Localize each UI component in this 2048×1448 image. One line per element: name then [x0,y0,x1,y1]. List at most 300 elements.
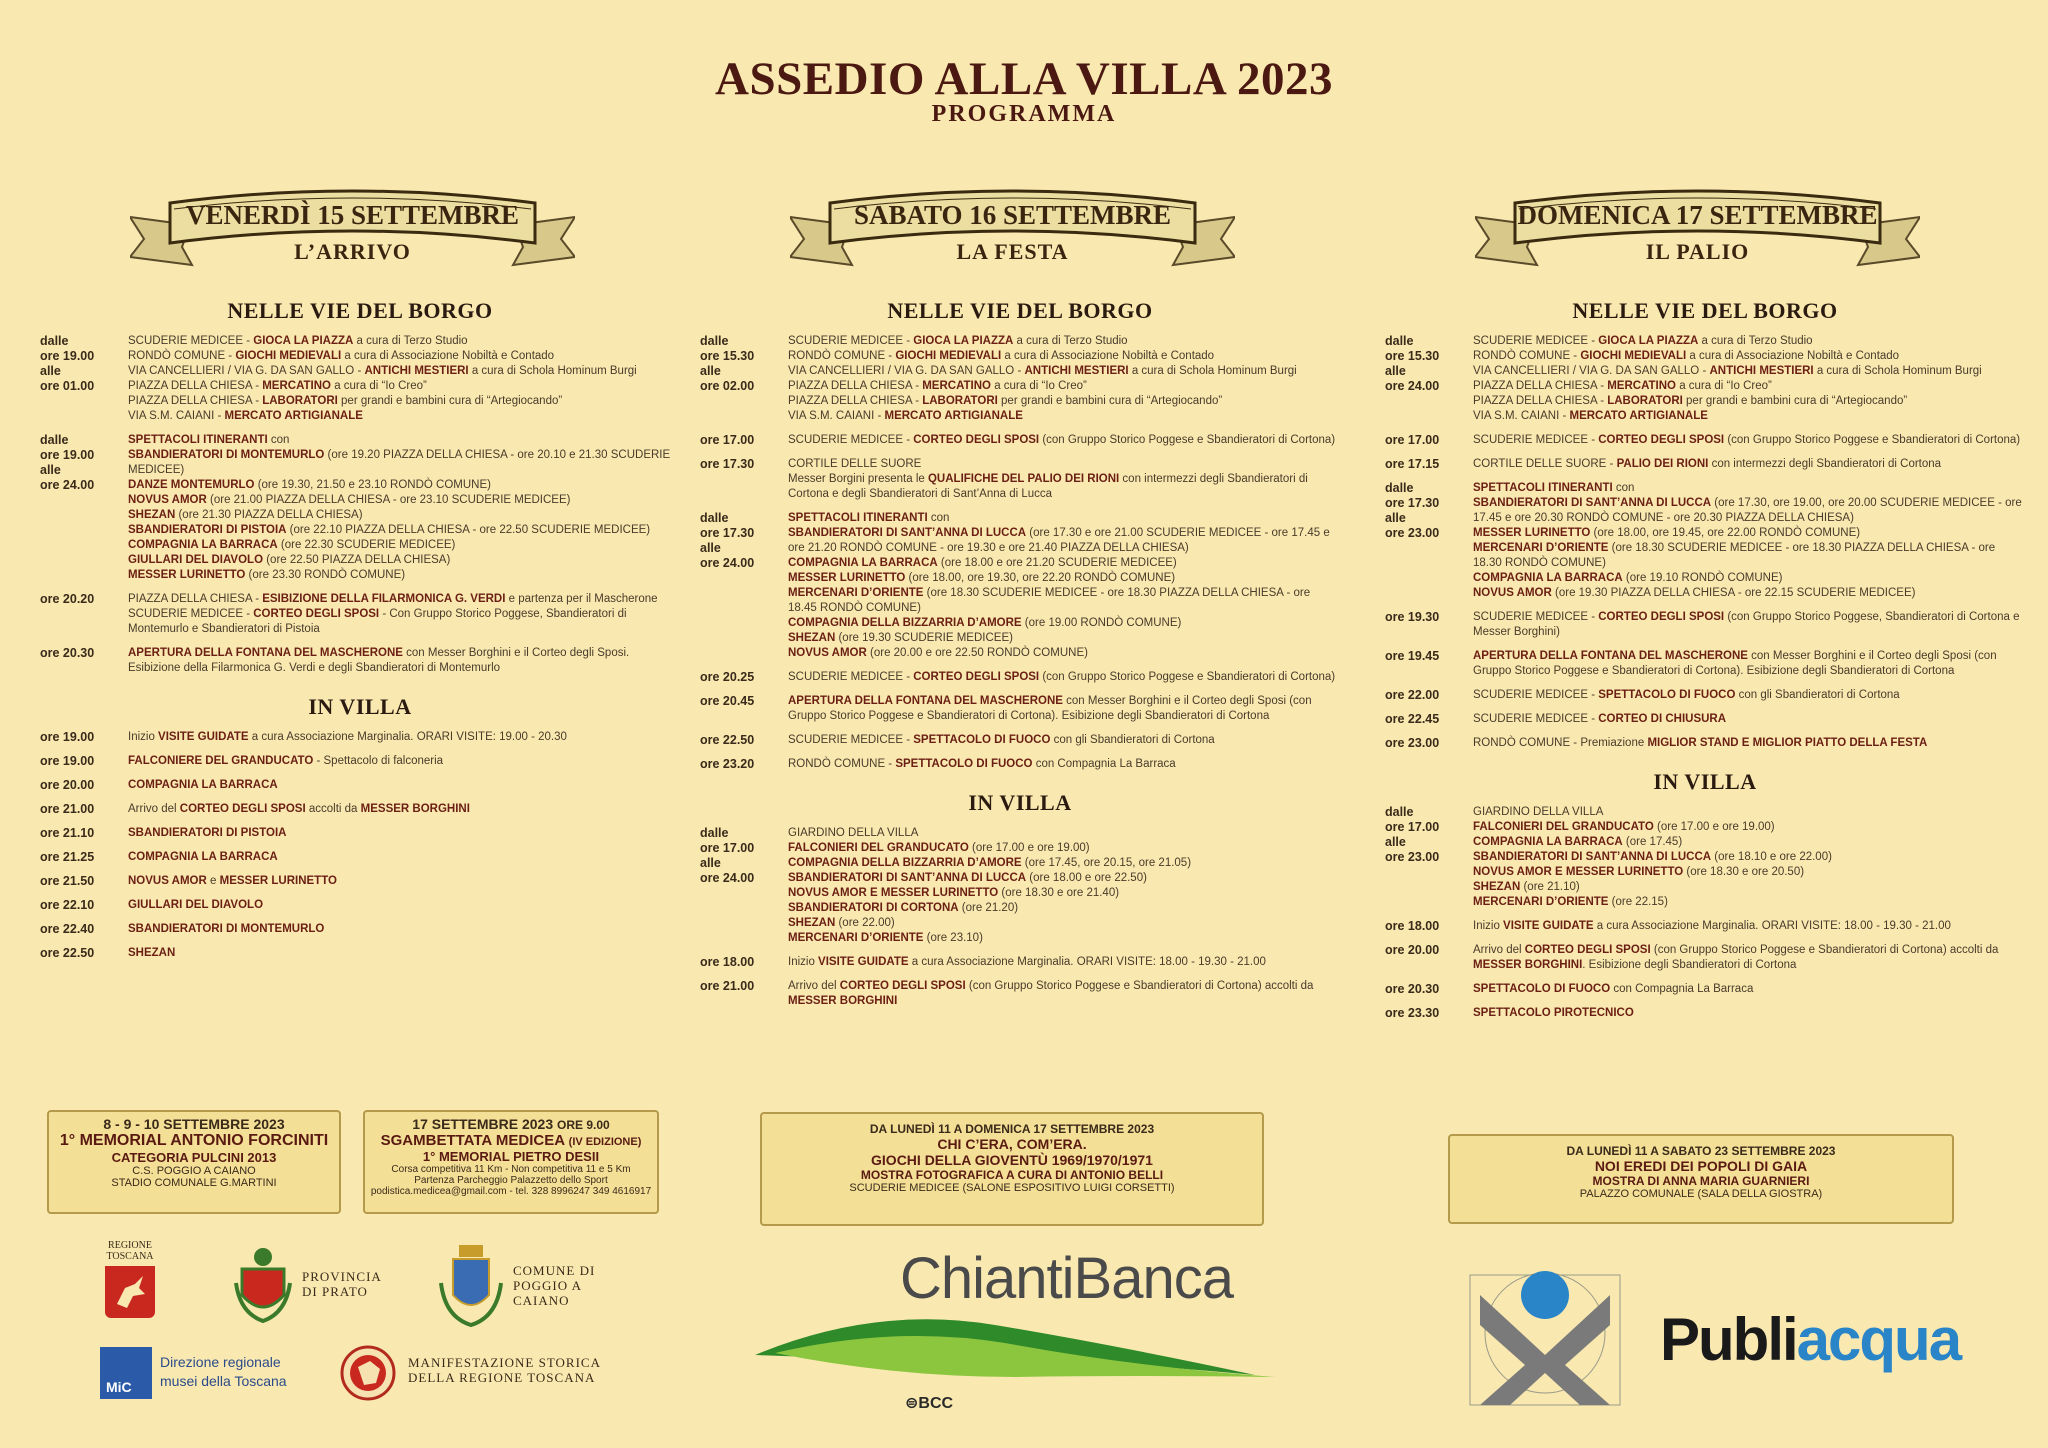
entry-line [128,568,680,583]
entry-line [128,826,680,841]
highlight-text: VISITE GUIDATE [158,731,249,743]
entry-text: e partenza per il Mascherone [505,593,658,605]
entry-time: ore 22.45 [1385,712,1440,726]
sgambettata-start: Partenza Parcheggio Palazzetto dello Sport [414,1175,608,1186]
entry-line [788,841,1340,856]
entry-line [1473,610,2025,640]
schedule-entry [40,592,680,637]
highlight-text: FALCONIERI DEL GRANDUCATO [788,842,969,854]
entry-text: a cura Associazione Marginalia. ORARI VISITE: 18.00 - 19.30 - 21.00 [908,956,1266,968]
highlight-text: ESIBIZIONE DELLA FILARMONICA G. VERDI [262,593,506,605]
mostra-chi-cera-box [760,1112,1264,1226]
entry-line [128,409,680,424]
highlight-text: MERCATO ARTIGIANALE [884,410,1023,422]
highlight-text: NOVUS AMOR [788,647,867,659]
entry-text: (ore 21.10) [1520,881,1580,893]
sgambettata-time: ORE 9.00 [557,1118,610,1132]
schedule-entry [40,433,680,583]
entry-line [788,886,1340,901]
entry-text: Arrivo del [788,980,840,992]
highlight-text: COMPAGNIA DELLA BIZZARRIA D’AMORE [788,857,1022,869]
sgambettata-date-line [365,1116,657,1132]
highlight-text: GIOCA LA PIAZZA [253,335,354,347]
entry-line [788,433,1340,448]
green-swoosh-icon [755,1305,1275,1405]
entry-line [788,871,1340,886]
entry-body [128,850,680,865]
entry-text: (con Gruppo Storico Poggese e Sbandieratori di Cortona) accolti da [1650,944,1999,956]
highlight-text: SBANDIERATORI DI MONTEMURLO [128,923,325,935]
entry-line [788,379,1340,394]
mostra1-place: SCUDERIE MEDICEE (SALONE ESPOSITIVO LUIGI CORSETTI) [849,1182,1175,1194]
entry-time: ore 22.50 [40,946,95,960]
highlight-text: SBANDIERATORI DI PISTOIA [128,524,287,536]
day-label: VENERDÌ 15 SETTEMBRE [185,200,520,230]
entry-line [128,922,680,937]
highlight-text: SHEZAN [788,917,836,929]
entry-time: ore 17.30 [700,457,755,471]
entry-line [788,733,1340,748]
entry-body [788,826,1340,946]
entry-line [128,349,680,364]
entry-text: (ore 21.30 PIAZZA DELLA CHIESA) [175,509,363,521]
entry-text: PIAZZA DELLA CHIESA - [128,395,263,407]
entry-body [128,646,680,676]
schedule-entry [1385,457,2025,472]
highlight-text: NOVUS AMOR E MESSER LURINETTO [788,887,999,899]
schedule-entry [40,778,680,793]
entry-time: ore 18.00 [700,955,755,969]
entry-text: con Compagnia La Barraca [1610,983,1754,995]
entry-line [1473,334,2025,349]
entry-time: ore 19.45 [1385,649,1440,663]
page-title: ASSEDIO ALLA VILLA 2023 [715,53,1333,105]
publiacqua-part2: acqua [1796,1306,1961,1373]
entry-body [788,979,1340,1009]
direzione-musei-text: Direzione regionale musei della Toscana [160,1354,287,1389]
entry-time: ore 17.00 [1385,433,1440,447]
entry-body [1473,334,2025,424]
entry-text: Arrivo del [1473,944,1525,956]
entry-text: GIARDINO DELLA VILLA [788,827,919,839]
highlight-text: COMPAGNIA LA BARRACA [1473,572,1623,584]
page-subtitle: PROGRAMMA [931,101,1117,127]
entry-time: ore 20.25 [700,670,755,684]
entry-body [128,778,680,793]
entry-line [128,778,680,793]
entry-time: ore 20.45 [700,694,755,708]
highlight-text: GIULLARI DEL DIAVOLO [128,899,264,911]
entry-text: a cura Associazione Marginalia. ORARI VISITE: 18.00 - 19.30 - 21.00 [1593,920,1951,932]
entry-time: dalle ore 17.30 alle ore 23.00 [1385,481,1440,540]
highlight-text: LABORATORI [1607,395,1683,407]
entry-time: ore 17.15 [1385,457,1440,471]
entry-line [128,946,680,961]
schedule-entry [700,457,1340,502]
entry-line [1473,712,2025,727]
entry-line [788,826,1340,841]
entry-time: ore 19.00 [40,754,95,768]
highlight-text: SPETTACOLI ITINERANTI [1473,482,1613,494]
section-title: IN VILLA [308,694,412,719]
schedule-entry [40,898,680,913]
entry-time: ore 22.50 [700,733,755,747]
entry-body [788,670,1340,685]
schedule-entry [40,802,680,817]
entry-text: SCUDERIE MEDICEE - [788,734,914,746]
memorial-category: CATEGORIA PULCINI 2013 [111,1150,277,1165]
memorial-box [47,1110,341,1214]
entry-text: (ore 18.00, ore 19.30, ore 22.20 RONDÒ COMUNE) [905,572,1176,584]
highlight-text: SBANDIERATORI DI SANT’ANNA DI LUCCA [788,872,1027,884]
entry-text: (ore 17.00 e ore 19.00) [968,842,1090,854]
highlight-text: FALCONIERE DEL GRANDUCATO [128,755,314,767]
entry-body [788,694,1340,724]
entry-body [128,874,680,889]
publiacqua-part1: Publi [1660,1306,1797,1373]
highlight-text: SPETTACOLI ITINERANTI [128,434,268,446]
highlight-text: CORTEO DEGLI SPOSI [179,803,306,815]
entry-line [128,493,680,508]
entry-body [1473,805,2025,910]
entry-line [1473,835,2025,850]
schedule-entry [40,754,680,769]
highlight-text: SBANDIERATORI DI MONTEMURLO [128,449,325,461]
entry-text: (ore 22.30 SCUDERIE MEDICEE) [277,539,456,551]
schedule-entry [40,922,680,937]
entry-body [788,457,1340,502]
mostra2-line2: MOSTRA DI ANNA MARIA GUARNIERI [1592,1174,1810,1188]
highlight-text: ANTICHI MESTIERI [1709,365,1814,377]
entry-body [1473,481,2025,601]
entry-text: a cura di Associazione Nobiltà e Contado [1686,350,1900,362]
entry-text: (con Gruppo Storico Poggese, Sbandieratori di Cortona e Messer Borghini) [1473,611,2020,638]
entry-line [128,874,680,889]
schedule-entry [700,694,1340,724]
entry-time: dalle ore 19.00 alle ore 01.00 [40,334,95,393]
schedule-entry [1385,919,2025,934]
entry-line [788,616,1340,631]
bcc-logo: ⊜BCC [905,1395,954,1412]
entry-line [788,394,1340,409]
entry-text: PIAZZA DELLA CHIESA - [128,380,263,392]
entry-line [1473,526,2025,541]
section-title: IN VILLA [968,790,1072,815]
entry-text: a cura di Terzo Studio [1013,335,1128,347]
highlight-text: SPETTACOLO DI FUOCO [1598,689,1736,701]
schedule-entry [1385,736,2025,751]
highlight-text: COMPAGNIA LA BARRACA [128,779,278,791]
highlight-text: SHEZAN [788,632,836,644]
highlight-text: NOVUS AMOR [128,494,207,506]
entry-line [128,553,680,568]
highlight-text: CORTEO DI CHIUSURA [1598,713,1727,725]
entry-line [128,850,680,865]
highlight-text: LABORATORI [262,395,338,407]
entry-line [1473,586,2025,601]
highlight-text: APERTURA DELLA FONTANA DEL MASCHERONE [788,695,1063,707]
entry-body [1473,736,2025,751]
entry-text: (ore 17.00 e ore 19.00) [1653,821,1775,833]
sgambettata-contact: podistica.medicea@gmail.com - tel. 328 8996247 349 4616917 [370,1186,652,1197]
entry-line [788,334,1340,349]
entry-text: con intermezzi degli Sbandieratori di Cortona e degli Sbandieratori di Sant’Anna di Lucca [788,473,1308,500]
entry-text: (con Gruppo Storico Poggese e Sbandieratori di Cortona) [1724,434,2021,446]
highlight-text: MESSER BORGHINI [360,803,470,815]
entry-text: (ore 22.50 PIAZZA DELLA CHIESA) [263,554,451,566]
entry-text: RONDÒ COMUNE - Premiazione [1473,737,1648,749]
schedule-entry [700,826,1340,946]
entry-line [788,646,1340,661]
highlight-text: COMPAGNIA LA BARRACA [128,539,278,551]
entry-text: a cura di Terzo Studio [1698,335,1813,347]
entry-text: Messer Borgini presenta le [788,473,928,485]
entry-text: VIA S.M. CAIANI - [788,410,885,422]
entry-text: (ore 17.30 e ore 21.00 SCUDERIE MEDICEE - ore 17.45 e ore 21.20 RONDÒ COMUNE - ore 19.30 e ore 21.40 PIAZZA DELLA CHIESA) [788,527,1330,554]
entry-text: (ore 18.10 e ore 22.00) [1711,851,1832,863]
entry-line [1473,496,2025,526]
entry-body [128,730,680,745]
mostra1-line1: CHI C’ERA, COM’ERA. [937,1136,1087,1152]
entry-text: con [927,512,950,524]
highlight-text: QUALIFICHE DEL PALIO DEI RIONI [927,473,1120,485]
entry-text: SCUDERIE MEDICEE - [788,434,914,446]
entry-line [788,670,1340,685]
mostra1-line2: GIOCHI DELLA GIOVENTÙ 1969/1970/1971 [871,1152,1153,1168]
entry-text: SCUDERIE MEDICEE - [128,335,254,347]
entry-text: (ore 21.00 PIAZZA DELLA CHIESA - ore 23.10 SCUDERIE MEDICEE) [206,494,571,506]
entry-line [1473,982,2025,997]
entry-line [1473,394,2025,409]
day-banner [130,185,575,280]
entry-time: ore 22.40 [40,922,95,936]
entry-text: PIAZZA DELLA CHIESA - [128,593,263,605]
entry-line [788,571,1340,586]
entry-line [128,394,680,409]
entry-line [128,754,680,769]
publiacqua-emblem [1460,1255,1630,1420]
entry-time: ore 21.10 [40,826,95,840]
highlight-text: LABORATORI [922,395,998,407]
highlight-text: MERCENARI D’ORIENTE [1473,542,1609,554]
highlight-text: MERCENARI D’ORIENTE [1473,896,1609,908]
direzione-musei-logo [100,1347,310,1399]
entry-line [788,856,1340,871]
entry-text: (ore 18.30 e ore 20.50) [1683,866,1805,878]
entry-line [1473,481,2025,496]
schedule-entry [40,646,680,676]
schedule-entry [40,730,680,745]
highlight-text: SBANDIERATORI DI SANT’ANNA DI LUCCA [1473,497,1712,509]
mostra2-dates: DA LUNEDÌ 11 A SABATO 23 SETTEMBRE 2023 [1566,1144,1836,1158]
entry-text: per grandi e bambini cura di “Artegiocando” [337,395,563,407]
schedule-entry [700,670,1340,685]
entry-text: a cura di Terzo Studio [353,335,468,347]
entry-line [1473,1006,2025,1021]
highlight-text: GIOCHI MEDIEVALI [895,350,1002,362]
entry-body [1473,688,2025,703]
section-title: NELLE VIE DEL BORGO [227,298,493,323]
manifestazione-storica-text: MANIFESTAZIONE STORICA DELLA REGIONE TOSCANA [408,1355,601,1385]
entry-time: ore 18.00 [1385,919,1440,933]
entry-line [128,592,680,607]
mostra2-place: PALAZZO COMUNALE (SALA DELLA GIOSTRA) [1579,1188,1823,1200]
entry-text: (ore 18.30 SCUDERIE MEDICEE - ore 18.30 PIAZZA DELLA CHIESA - ore 18.45 RONDÒ COMUNE) [788,587,1311,614]
entry-time: dalle ore 15.30 alle ore 24.00 [1385,334,1440,393]
entry-line [1473,571,2025,586]
entry-time: ore 22.10 [40,898,95,912]
entry-time: ore 21.00 [700,979,755,993]
sgambettata-memorial: 1° MEMORIAL PIETRO DESII [422,1149,600,1164]
highlight-text: SPETTACOLO DI FUOCO [913,734,1051,746]
entry-body [788,733,1340,748]
entry-line [1473,805,2025,820]
entry-text: (ore 18.00, ore 19.45, ore 22.00 RONDÒ COMUNE) [1590,527,1861,539]
entry-text: a cura di Schola Hominum Burgi [1128,365,1297,377]
entry-text: (ore 17.45) [1622,836,1683,848]
entry-text: GIARDINO DELLA VILLA [1473,806,1604,818]
entry-text: a cura di Schola Hominum Burgi [1813,365,1982,377]
entry-text: (ore 18.30 e ore 21.40) [998,887,1120,899]
day-column-saturday [700,185,1340,1018]
entry-text: con Compagnia La Barraca [1032,758,1176,770]
entry-time: ore 20.30 [1385,982,1440,996]
schedule-entry [1385,1006,2025,1021]
highlight-text: MERCATO ARTIGIANALE [224,410,363,422]
entry-line [1473,379,2025,394]
entry-time: ore 23.00 [1385,736,1440,750]
entry-time: ore 22.00 [1385,688,1440,702]
highlight-text: MERCATINO [262,380,331,392]
entry-line [128,508,680,523]
entry-text: (ore 19.30 SCUDERIE MEDICEE) [835,632,1013,644]
entry-line [128,730,680,745]
entry-line [128,433,680,448]
entry-line [788,916,1340,931]
entry-body [1473,712,2025,727]
chiantibanca-logo [755,1245,1275,1420]
mostra2-line1: NOI EREDI DEI POPOLI DI GAIA [1594,1158,1808,1174]
highlight-text: VISITE GUIDATE [1503,920,1594,932]
highlight-text: ANTICHI MESTIERI [1024,365,1129,377]
entry-time: ore 20.30 [40,646,95,660]
entry-text: con Messer Borghini e il Corteo degli Sposi. Esibizione della Filarmonica G. Verdi e degli Sbandieratori di Montemurlo [128,647,630,674]
entry-text: (ore 19.00 RONDÒ COMUNE) [1021,617,1182,629]
entry-body [788,757,1340,772]
entry-line [128,364,680,379]
highlight-text: MESSER LURINETTO [1473,527,1591,539]
day-column-friday [40,185,680,970]
entry-body [1473,919,2025,934]
day-label: SABATO 16 SETTEMBRE [853,200,1172,230]
entry-line [128,607,680,637]
highlight-text: MERCATINO [922,380,991,392]
entry-text: (ore 19.10 RONDÒ COMUNE) [1622,572,1783,584]
day-banner [1475,185,1920,280]
mic-icon: MiC [100,1347,152,1399]
section-title: NELLE VIE DEL BORGO [887,298,1153,323]
publiacqua-figure-icon [1460,1255,1630,1420]
tuscany-seal-icon [340,1345,396,1401]
entry-line [788,979,1340,1009]
highlight-text: GIOCA LA PIAZZA [1598,335,1699,347]
entry-line [128,802,680,817]
entry-line [1473,919,2025,934]
entry-text: RONDÒ COMUNE - [788,350,896,362]
entry-line [788,955,1340,970]
entry-text: SCUDERIE MEDICEE - [128,608,254,620]
entry-line [1473,541,2025,571]
entry-line [1473,349,2025,364]
schedule-entry [700,955,1340,970]
entry-text: con intermezzi degli Sbandieratori di Cortona [1708,458,1942,470]
memorial-club: C.S. POGGIO A CAIANO [132,1165,256,1177]
entry-text: per grandi e bambini cura di “Artegiocando” [1682,395,1908,407]
highlight-text: APERTURA DELLA FONTANA DEL MASCHERONE [128,647,403,659]
entry-text: (ore 17.45, ore 20.15, ore 21.05) [1021,857,1192,869]
entry-text: con Messer Borghini e il Corteo degli Sposi (con Gruppo Storico Poggese e Sbandieratori di Cortona). Esibizione degli Sbandieratori di Cortona [788,695,1312,722]
day-theme: IL PALIO [1645,239,1750,264]
highlight-text: SHEZAN [128,947,176,959]
highlight-text: MESSER LURINETTO [128,569,246,581]
schedule-entry [1385,688,2025,703]
entry-body [128,802,680,817]
entry-line [788,694,1340,724]
entry-text: Inizio [128,731,159,743]
entry-text: a cura di Associazione Nobiltà e Contado [341,350,555,362]
highlight-text: COMPAGNIA LA BARRACA [128,851,278,863]
schedule-entry [700,733,1340,748]
entry-text: a cura di Schola Hominum Burgi [468,365,637,377]
entry-text: PIAZZA DELLA CHIESA - [788,380,923,392]
entry-line [1473,688,2025,703]
entry-text: a cura di “Io Creo” [1676,380,1772,392]
entry-text: VIA CANCELLIERI / VIA G. DA SAN GALLO - [788,365,1025,377]
entry-line [1473,850,2025,865]
section-title: IN VILLA [1653,769,1757,794]
highlight-text: VISITE GUIDATE [818,956,909,968]
manifestazione-storica-logo [340,1345,610,1401]
highlight-text: COMPAGNIA DELLA BIZZARRIA D’AMORE [788,617,1022,629]
entry-text: (ore 20.00 e ore 22.50 RONDÒ COMUNE) [866,647,1088,659]
highlight-text: MERCATINO [1607,380,1676,392]
highlight-text: MESSER LURINETTO [788,572,906,584]
entry-text: CORTILE DELLE SUORE - [1473,458,1617,470]
sgambettata-name: SGAMBETTATA MEDICEA [380,1132,565,1149]
sgambettata-box [363,1110,659,1214]
day-banner [790,185,1235,280]
entry-time: ore 21.00 [40,802,95,816]
entry-line [788,586,1340,616]
memorial-name: 1° MEMORIAL ANTONIO FORCINITI [59,1132,329,1149]
entry-line [788,511,1340,526]
highlight-text: GIULLARI DEL DIAVOLO [128,554,264,566]
day-column-sunday [1385,185,2025,1030]
entry-text: (ore 22.10 PIAZZA DELLA CHIESA - ore 22.50 SCUDERIE MEDICEE) [286,524,651,536]
highlight-text: CORTEO DEGLI SPOSI [1598,434,1725,446]
entry-line [1473,409,2025,424]
entry-time: ore 19.00 [40,730,95,744]
entry-body [128,433,680,583]
highlight-text: APERTURA DELLA FONTANA DEL MASCHERONE [1473,650,1748,662]
entry-line [128,523,680,538]
highlight-text: SPETTACOLO DI FUOCO [1473,983,1611,995]
highlight-text: MERCENARI D’ORIENTE [788,587,924,599]
entry-line [128,646,680,676]
entry-text: RONDÒ COMUNE - [788,758,896,770]
entry-text: con Messer Borghini e il Corteo degli Sposi (con Gruppo Storico Poggese e Sbandieratori di Cortona). Esibizione degli Sbandieratori di Cortona [1473,650,1997,677]
prato-crest-icon [232,1243,294,1323]
